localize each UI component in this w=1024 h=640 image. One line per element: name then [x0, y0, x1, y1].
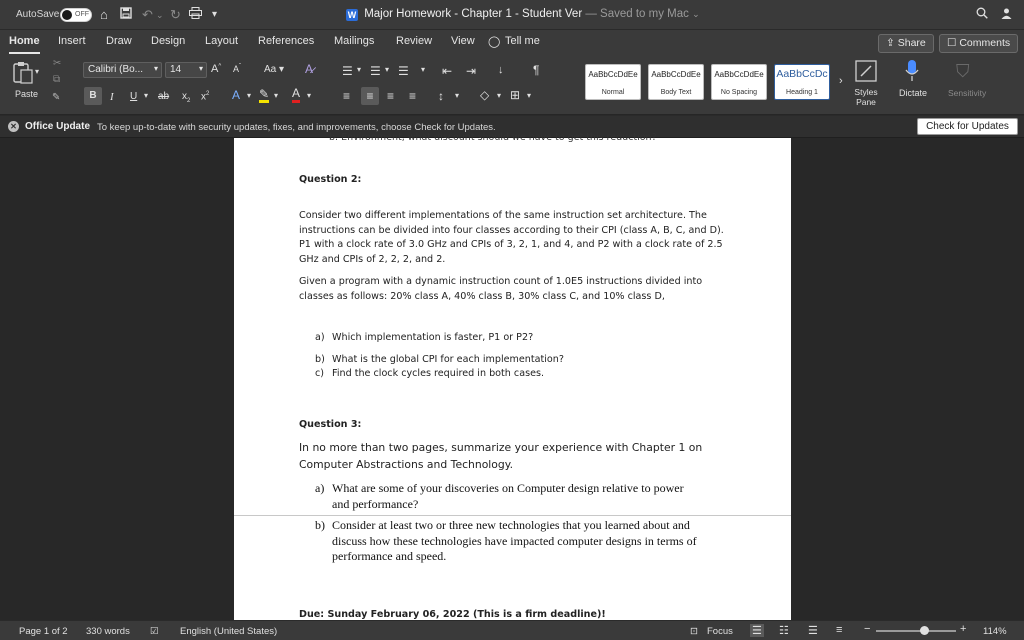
font-size-select[interactable] [165, 62, 207, 78]
ribbon-tabs [0, 30, 1024, 55]
q3-item-b-line: Consider at least two or three new technologies that you learned about and [332, 518, 690, 532]
language[interactable]: English (United States) [180, 626, 278, 637]
multilevel-dropdown-icon[interactable]: ▾ [421, 65, 426, 74]
styles-gallery-next-icon[interactable]: › [839, 75, 843, 87]
print-layout-icon[interactable]: ☰ [752, 625, 762, 637]
align-left-icon[interactable]: ≡ [343, 89, 351, 103]
outline-icon[interactable]: ☰ [808, 625, 818, 637]
q3-item-b-line: discuss how these technologies have impacted computer designs in terms of [332, 533, 697, 548]
borders-icon[interactable]: ⊞ [510, 88, 521, 102]
styles-pane-icon[interactable] [855, 60, 877, 85]
bullets-dropdown-icon[interactable]: ▾ [357, 65, 362, 74]
numbering-dropdown-icon[interactable]: ▾ [385, 65, 390, 74]
comments-button[interactable] [939, 34, 1018, 53]
shading-icon[interactable]: ◇ [480, 88, 490, 102]
paste-label[interactable]: Paste [15, 89, 39, 99]
tab-draw[interactable]: Draw [106, 35, 132, 47]
document-title [346, 8, 700, 21]
highlight-dropdown-icon[interactable]: ▾ [274, 91, 279, 100]
account-icon[interactable] [1000, 7, 1013, 23]
search-icon[interactable] [976, 7, 988, 22]
borders-dropdown-icon[interactable]: ▾ [527, 91, 532, 100]
status-bar [0, 620, 1024, 640]
clipped-line [329, 132, 679, 143]
tab-layout[interactable]: Layout [205, 35, 239, 47]
customize-toolbar-icon[interactable]: ▾ [212, 9, 218, 20]
style-name: Normal [601, 89, 625, 96]
due-date: Due: Sunday February 06, 2022 (This is a firm deadline)! [299, 609, 606, 620]
autosave-label: AutoSave [16, 9, 60, 20]
clipped-line-text: b. Environment, what discount should we have to get this reduction? [329, 132, 657, 143]
highlight-icon[interactable]: ✎ [259, 87, 270, 101]
line-spacing-dropdown-icon[interactable]: ▾ [455, 91, 460, 100]
numbering-icon[interactable]: ☰ [370, 64, 381, 78]
sort-icon[interactable]: ↓ [498, 64, 504, 76]
shrink-font-icon[interactable]: $A^ˇ$ [233, 64, 242, 74]
word-count[interactable]: 330 words [86, 626, 130, 637]
style-no-spacing[interactable] [711, 64, 767, 100]
print-icon[interactable] [189, 7, 202, 22]
q2-item-c: Find the clock cycles required in both cases. [332, 368, 545, 379]
italic-button[interactable]: I [110, 91, 114, 103]
home-ribbon [0, 55, 1024, 115]
line-spacing-icon[interactable]: ↕ [438, 89, 444, 103]
web-layout-icon[interactable]: ☷ [779, 625, 789, 637]
style-name: Heading 1 [786, 89, 818, 96]
focus-button[interactable]: Focus [707, 626, 733, 637]
text-effects-icon[interactable]: A [232, 88, 241, 102]
question-2-heading: Question 2: [299, 174, 362, 185]
q2-paragraph-line: GHz and CPIs of 2, 2, 2, and 2. [299, 253, 446, 265]
title-chevron-icon[interactable]: ⌄ [692, 9, 700, 19]
shading-dropdown-icon[interactable]: ▾ [497, 91, 502, 100]
underline-dropdown-icon[interactable]: ▾ [144, 91, 149, 100]
title-bar [0, 0, 1024, 30]
q2-paragraph-line: instructions can be divided into four classes according to their CPI (class A, B, C, and D). [299, 224, 724, 236]
style-heading-1[interactable] [774, 64, 830, 100]
style-sample: AaBbCcDc [776, 68, 828, 80]
cut-icon[interactable]: ✂ [53, 58, 62, 69]
tab-view[interactable]: View [451, 35, 475, 47]
home-icon[interactable]: ⌂ [100, 7, 108, 22]
bullets-icon[interactable]: ☰ [342, 64, 353, 78]
font-size-value: 14 [170, 64, 182, 75]
undo-dropdown-icon[interactable]: ⌄ [156, 10, 164, 20]
tab-design[interactable]: Design [151, 35, 186, 47]
zoom-level[interactable]: 114% [983, 626, 1007, 637]
focus-icon: ⊡ [690, 626, 698, 637]
notification-title: Office Update [25, 121, 91, 132]
align-right-icon[interactable]: ≡ [387, 89, 395, 103]
font-size-chevron-icon: ▾ [198, 64, 203, 73]
font-name-select[interactable] [83, 62, 162, 78]
styles-pane-label[interactable]: Styles Pane [854, 87, 878, 107]
decrease-indent-icon[interactable]: ⇤ [442, 64, 453, 78]
share-button[interactable] [878, 34, 934, 53]
show-formatting-icon[interactable]: ¶ [533, 63, 540, 77]
document-name: Major Homework - Chapter 1 - Student Ver [364, 8, 583, 20]
clear-formatting-icon[interactable]: A̷ [305, 62, 314, 76]
align-center-icon[interactable]: ≡ [361, 87, 379, 105]
sensitivity-label: Sensitivity [948, 88, 987, 98]
q3-paragraph-line: In no more than two pages, summarize your experience with Chapter 1 on [299, 441, 703, 454]
microphone-icon[interactable] [905, 59, 919, 86]
question-3-heading: Question 3: [299, 419, 362, 430]
comments-label: Comments [959, 37, 1011, 49]
multilevel-list-icon[interactable]: ☰ [398, 64, 409, 78]
justify-icon[interactable]: ≡ [409, 89, 417, 103]
superscript-label: x [201, 91, 206, 103]
superscript-button[interactable]: $x^2$ [201, 91, 210, 103]
font-name-value: Calibri (Bo... [88, 64, 144, 75]
draft-icon[interactable]: ≡ [836, 624, 843, 636]
subscript-label: x [182, 91, 187, 102]
comment-icon: ☐ [947, 37, 957, 49]
proofing-icon[interactable]: ☑ [150, 626, 159, 637]
tab-references[interactable]: References [258, 35, 315, 47]
q2-paragraph-line: Consider two different implementations of the same instruction set architecture. The [299, 210, 707, 221]
q2-program-line: Given a program with a dynamic instruction count of 1.0E5 instructions divided into [299, 276, 703, 287]
font-color-button[interactable]: A [292, 87, 300, 103]
tab-home[interactable]: Home [9, 35, 40, 47]
increase-indent-icon[interactable]: ⇥ [466, 64, 477, 78]
list-marker: c) [315, 368, 325, 379]
tab-review[interactable]: Review [396, 35, 433, 47]
paste-dropdown-icon[interactable]: ▾ [35, 67, 40, 76]
underline-button[interactable]: U [130, 91, 138, 102]
format-painter-icon[interactable]: ✎ [52, 92, 61, 103]
word-app-icon: W [347, 10, 357, 20]
style-body-text[interactable] [648, 64, 704, 100]
share-icon: ⇪ [886, 37, 895, 49]
zoom-slider-thumb[interactable] [920, 626, 929, 635]
lightbulb-icon: ◯ [488, 36, 501, 48]
page-count[interactable]: Page 1 of 2 [19, 626, 68, 637]
list-marker: a) [315, 481, 325, 495]
q2-program-line: classes as follows: 20% class A, 40% class B, 30% class C, and 10% class D, [299, 290, 665, 302]
close-icon[interactable]: ✕ [8, 121, 19, 132]
font-name-chevron-icon: ▾ [153, 64, 158, 73]
q3-item-b-line: performance and speed. [332, 549, 447, 563]
document-page[interactable] [234, 132, 791, 620]
change-case-button[interactable]: Aa ▾ [264, 64, 285, 75]
font-color-dropdown-icon[interactable]: ▾ [307, 91, 312, 100]
toggle-knob [62, 10, 72, 20]
redo-icon[interactable]: ↻ [170, 7, 181, 22]
grow-font-icon[interactable]: A^ [211, 63, 222, 75]
dictate-label[interactable]: Dictate [899, 88, 928, 98]
q2-item-b: What is the global CPI for each implementation? [332, 353, 564, 365]
style-sample: AaBbCcDdEe [651, 70, 701, 79]
share-label: Share [897, 37, 926, 49]
q3-item-a-line: and performance? [332, 496, 419, 511]
zoom-slider[interactable] [876, 630, 956, 632]
style-name: No Spacing [720, 89, 758, 96]
style-normal[interactable] [585, 64, 641, 100]
notification-message: To keep up-to-date with security updates, fixes, and improvements, choose Check for Updates. [97, 122, 496, 133]
text-effects-dropdown-icon[interactable]: ▾ [247, 91, 252, 100]
style-name: Body Text [660, 89, 692, 96]
document-canvas [0, 132, 1024, 620]
zoom-out-icon[interactable]: − [864, 623, 871, 635]
style-sample: AaBbCcDdEe [714, 70, 764, 79]
list-marker: a) [315, 332, 325, 343]
q3-item-a-line: What are some of your discoveries on Computer design relative to power [332, 481, 684, 495]
change-case-label: Aa [264, 64, 277, 75]
q2-item-a: Which implementation is faster, P1 or P2? [332, 332, 534, 343]
list-marker: b) [315, 518, 325, 532]
subscript-button[interactable]: $x_2$ [182, 91, 191, 104]
tab-insert[interactable]: Insert [58, 35, 86, 47]
autosave-state: OFF [75, 11, 89, 18]
tab-mailings[interactable]: Mailings [334, 35, 375, 47]
q2-paragraph-line: P1 with a clock rate of 3.0 GHz and CPIs of 3, 2, 1, and 4, and P2 with a clock rate of 2.5 [299, 239, 723, 250]
q3-paragraph-line: Computer Abstractions and Technology. [299, 458, 514, 471]
undo-icon[interactable]: ↶ [142, 7, 153, 22]
style-sample: AaBbCcDdEe [588, 70, 638, 79]
copy-icon[interactable]: ⧉ [53, 74, 61, 85]
bold-button[interactable]: B [84, 87, 102, 105]
save-icon[interactable] [120, 7, 132, 22]
list-marker: b) [315, 353, 325, 365]
paste-icon[interactable] [12, 61, 34, 88]
check-for-updates-button[interactable]: Check for Updates [917, 118, 1018, 135]
tell-me-search[interactable]: Tell me [505, 35, 540, 47]
strikethrough-button[interactable]: ab [158, 91, 170, 102]
sensitivity-icon: ⛉ [956, 61, 970, 81]
page-break-line [234, 515, 791, 516]
zoom-in-icon[interactable]: + [960, 623, 967, 635]
autosave-toggle[interactable] [60, 8, 92, 22]
save-status: — Saved to my Mac [585, 8, 689, 20]
